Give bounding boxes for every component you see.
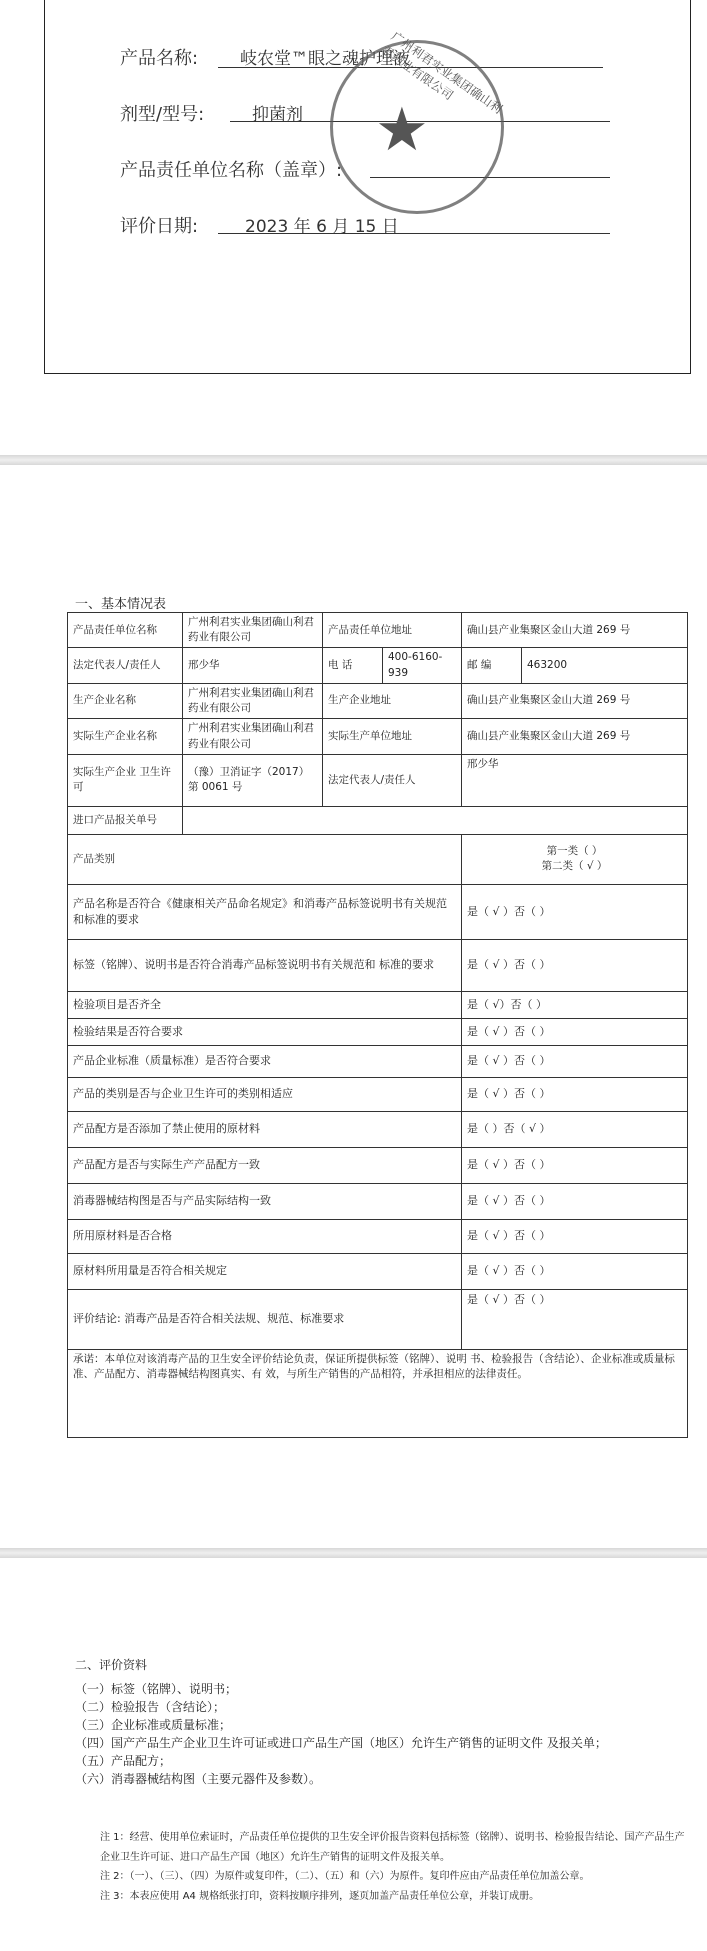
check-question: 产品企业标准（质量标准）是否符合要求 [68, 1045, 462, 1077]
actual-mfr-label: 实际生产企业名称 [68, 719, 183, 754]
check-question: 产品配方是否与实际生产产品配方一致 [68, 1147, 462, 1183]
check-answer: 是（ √ ）否（ ） [462, 1147, 688, 1183]
postcode-label: 邮 编 [462, 648, 522, 683]
mfr-addr-label: 生产企业地址 [323, 683, 462, 718]
list-item: （二）检验报告（含结论）； [75, 1700, 226, 1714]
check-answer: 是（ √）否（ ） [462, 991, 688, 1018]
materials-section-title: 二、评价资料 [75, 1658, 148, 1672]
import-label: 进口产品报关单号 [68, 806, 183, 834]
check-answer: 是（ ）否（ √ ） [462, 1111, 688, 1147]
seal-star-icon: ★ [375, 95, 429, 165]
cover-page [0, 0, 707, 455]
license-value: （豫）卫消证字（2017）第 0061 号 [183, 754, 323, 806]
phone-value: 400-6160-939 [383, 648, 462, 683]
category-1: 第一类（ ） [546, 845, 603, 858]
basic-info-table [67, 612, 688, 1438]
product-name-value: 岐农堂™眼之魂护理液 [240, 49, 410, 69]
materials-list [75, 1680, 695, 1788]
date-underline [218, 233, 610, 234]
category-2: 第二类（ √ ） [541, 860, 608, 873]
check-question: 产品名称是否符合《健康相关产品命名规定》和消毒产品标签说明书有关规范和标准的要求 [68, 884, 462, 939]
actual-addr-label: 实际生产单位地址 [323, 719, 462, 754]
check-question: 产品配方是否添加了禁止使用的原材料 [68, 1111, 462, 1147]
check-answer: 是（ √ ）否（ ） [462, 1045, 688, 1077]
list-item: （五）产品配方； [75, 1754, 172, 1768]
page-separator [0, 455, 707, 465]
basic-section-title: 一、基本情况表 [75, 597, 167, 612]
check-question: 原材料所用量是否符合相关规定 [68, 1253, 462, 1289]
check-answer: 是（ √ ）否（ ） [462, 1077, 688, 1111]
note-1: 注 1：经营、使用单位索证时，产品责任单位提供的卫生安全评价报告资料包括标签（铭牌）、说明书、检验报告结论、国产产品生产企业卫生许可证、进口产品生产国（地区）允许生产销售的证明文件及报关单。 [100, 1832, 685, 1863]
product-name-label: 产品名称: [120, 48, 199, 69]
category-cell [462, 834, 688, 884]
check-answer: 是（ √ ）否（ ） [462, 1183, 688, 1219]
check-question: 评价结论: 消毒产品是否符合相关法规、规范、标准要求 [68, 1289, 462, 1349]
form-value: 抑菌剂 [252, 105, 303, 125]
legal-rep-value: 邢少华 [183, 648, 323, 683]
import-value [183, 806, 688, 834]
check-answer: 是（ √ ）否（ ） [462, 884, 688, 939]
check-question: 消毒器械结构图是否与产品实际结构一致 [68, 1183, 462, 1219]
category-label: 产品类别 [68, 834, 462, 884]
list-item: （六）消毒器械结构图（主要元器件及参数）。 [75, 1772, 322, 1786]
actual-mfr-value: 广州利君实业集团确山利君药业有限公司 [183, 719, 323, 754]
legal-rep-label: 法定代表人/责任人 [68, 648, 183, 683]
page-separator [0, 1548, 707, 1558]
resp-unit-label: 产品责任单位名称 [68, 613, 183, 648]
check-answer: 是（ √ ）否（ ） [462, 1253, 688, 1289]
check-question: 检验结果是否符合要求 [68, 1018, 462, 1045]
list-item: （四）国产产品生产企业卫生许可证或进口产品生产国（地区）允许生产销售的证明文件 及报关单； [75, 1736, 607, 1750]
note-2: 注 2：（一）、（三）、（四）为原件或复印件，（二）、（五）和（六）为原件。复印件应由产品责任单位加盖公章。 [100, 1871, 590, 1882]
date-value: 2023 年 6 月 15 日 [245, 217, 399, 237]
note-3: 注 3：本表应使用 A4 规格纸张打印，资料按顺序排列，逐页加盖产品责任单位公章，并装订成册。 [100, 1890, 540, 1902]
actual-rep-value: 邢少华 [462, 754, 688, 806]
check-answer: 是（ √ ）否（ ） [462, 1219, 688, 1253]
actual-addr-value: 确山县产业集聚区金山大道 269 号 [462, 719, 688, 754]
resp-addr-value: 确山县产业集聚区金山大道 269 号 [462, 613, 688, 648]
license-label: 实际生产企业 卫生许可 [68, 754, 183, 806]
postcode-value: 463200 [522, 648, 688, 683]
resp-unit-value: 广州利君实业集团确山利君药业有限公司 [183, 613, 323, 648]
mfr-value: 广州利君实业集团确山利君药业有限公司 [183, 683, 323, 718]
list-item: （三）企业标准或质量标准； [75, 1718, 232, 1732]
check-question: 产品的类别是否与企业卫生许可的类别相适应 [68, 1077, 462, 1111]
actual-rep-label: 法定代表人/责任人 [323, 754, 462, 806]
resp-addr-label: 产品责任单位地址 [323, 613, 462, 648]
check-answer: 是（ √ ）否（ ） [462, 939, 688, 991]
mfr-addr-value: 确山县产业集聚区金山大道 269 号 [462, 683, 688, 718]
seal-text: 广州利君实业集团确山利君药业有限公司 [378, 29, 505, 117]
unit-label: 产品责任单位名称（盖章）: [120, 160, 343, 181]
check-question: 所用原材料是否合格 [68, 1219, 462, 1253]
check-answer: 是（ √ ）否（ ） [462, 1289, 688, 1349]
footnotes [100, 1828, 685, 1906]
check-question: 标签（铭牌）、说明书是否符合消毒产品标签说明书有关规范和 标准的要求 [68, 939, 462, 991]
commitment-text: 承诺：本单位对该消毒产品的卫生安全评价结论负责，保证所提供标签（铭牌）、说明 书、检验报告（含结论）、企业标准或质量标准、产品配方、消毒器械结构图真实、有 效，与所生产销售的产品相符，并承担相应的法律责任。 [68, 1349, 688, 1437]
form-label: 剂型/型号: [120, 104, 205, 125]
check-answer: 是（ √ ）否（ ） [462, 1018, 688, 1045]
list-item: （一）标签（铭牌）、说明书； [75, 1682, 238, 1696]
check-question: 检验项目是否齐全 [68, 991, 462, 1018]
phone-label: 电 话 [323, 648, 383, 683]
mfr-label: 生产企业名称 [68, 683, 183, 718]
date-label: 评价日期: [120, 216, 199, 237]
